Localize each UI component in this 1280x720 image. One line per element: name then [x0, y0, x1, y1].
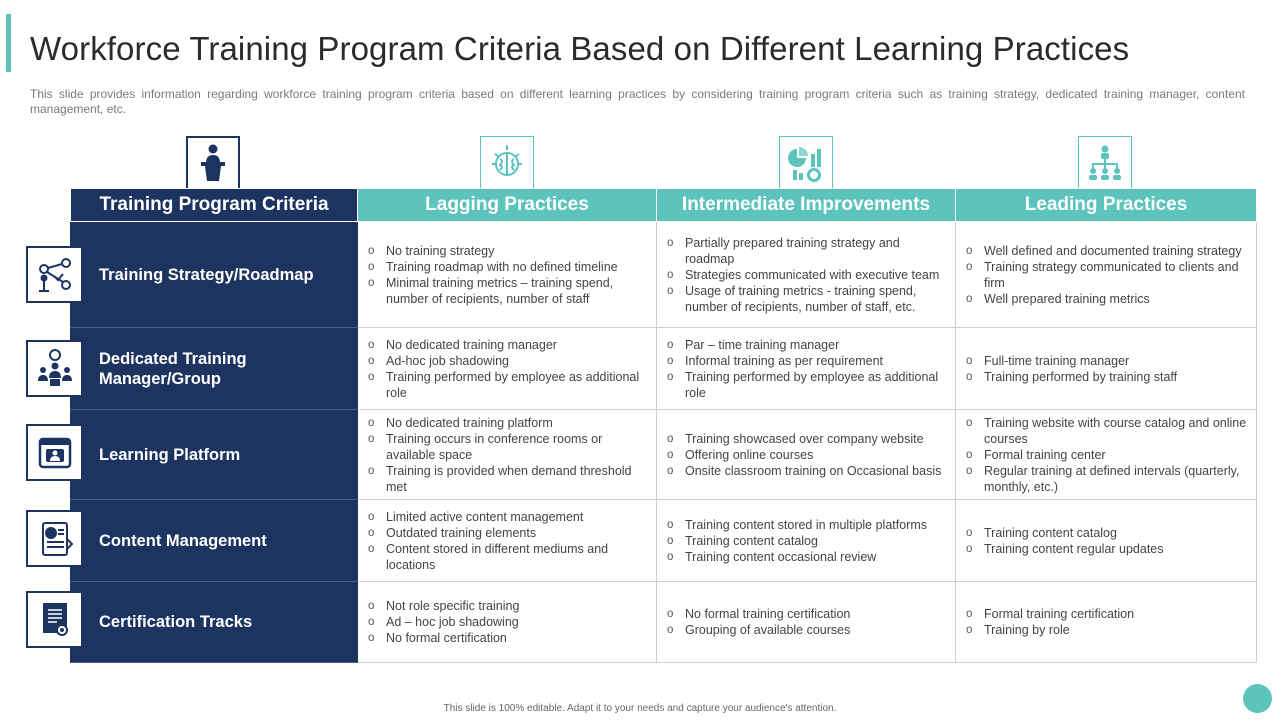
list-item: o Training website with course catalog and online courses — [966, 415, 1248, 447]
table-row — [71, 222, 1257, 328]
list-item: o No dedicated training manager — [368, 337, 648, 353]
lagging-cell — [358, 500, 657, 582]
list-item: o Training content catalog — [667, 533, 947, 549]
corner-decoration — [1243, 684, 1272, 713]
list-item: o Well defined and documented training strategy — [966, 243, 1248, 259]
list-item: o No training strategy — [368, 243, 648, 259]
list-item: o Full-time training manager — [966, 353, 1248, 369]
list-item: o Training occurs in conference rooms or available space — [368, 431, 648, 463]
leading-cell — [956, 328, 1257, 410]
lagging-cell — [358, 582, 657, 663]
list-item: o Ad-hoc job shadowing — [368, 353, 648, 369]
column-header-criteria: Training Program Criteria — [71, 189, 358, 222]
list-item: o Ad – hoc job shadowing — [368, 614, 648, 630]
page-title: Workforce Training Program Criteria Based on Different Learning Practices — [30, 30, 1130, 67]
list-item: o Grouping of available courses — [667, 622, 947, 638]
list-item: o Training showcased over company website — [667, 431, 947, 447]
table-row — [71, 500, 1257, 582]
list-item: o Formal training center — [966, 447, 1248, 463]
criteria-label: Dedicated Training Manager/Group — [71, 328, 358, 410]
list-item: o Content stored in different mediums and locations — [368, 541, 648, 573]
list-item: o Training by role — [966, 622, 1248, 638]
criteria-label: Certification Tracks — [71, 582, 358, 663]
list-item: o Strategies communicated with executive team — [667, 267, 947, 283]
list-item: o Training content regular updates — [966, 541, 1248, 557]
column-header-leading: Leading Practices — [956, 189, 1257, 222]
list-item: o Training roadmap with no defined timeline — [368, 259, 648, 275]
list-item: o Outdated training elements — [368, 525, 648, 541]
list-item: o Usage of training metrics - training spend, number of recipients, number of staff, etc. — [667, 283, 947, 315]
leading-cell — [956, 500, 1257, 582]
leading-cell — [956, 410, 1257, 500]
list-item: o Offering online courses — [667, 447, 947, 463]
list-item: o No dedicated training platform — [368, 415, 648, 431]
list-item: o Minimal training metrics – training spend, number of recipients, number of staff — [368, 275, 648, 307]
page-subtitle: This slide provides information regarding workforce training program criteria based on different learning practices by considering training program criteria such as training strategy, dedicated training manager, content management, etc. — [30, 87, 1245, 116]
list-item: o Par – time training manager — [667, 337, 947, 353]
footer-note: This slide is 100% editable. Adapt it to your needs and capture your audience's attention. — [443, 703, 837, 714]
list-item: o Training performed by training staff — [966, 369, 1248, 385]
list-item: o Training performed by employee as additional role — [667, 369, 947, 401]
learning-platform-icon — [26, 424, 83, 481]
column-header-lagging: Lagging Practices — [358, 189, 657, 222]
lagging-cell — [358, 410, 657, 500]
lagging-cell — [358, 328, 657, 410]
content-management-icon — [26, 510, 83, 567]
roadmap-icon — [26, 246, 83, 303]
intermediate-cell — [657, 222, 956, 328]
list-item: o Training strategy communicated to clients and firm — [966, 259, 1248, 291]
certificate-icon — [26, 591, 83, 648]
analytics-icon — [779, 136, 833, 190]
list-item: o Partially prepared training strategy and roadmap — [667, 235, 947, 267]
list-item: o No formal training certification — [667, 606, 947, 622]
intermediate-cell — [657, 582, 956, 663]
criteria-table — [70, 188, 1257, 663]
criteria-label: Content Management — [71, 500, 358, 582]
list-item: o Formal training certification — [966, 606, 1248, 622]
list-item: o Regular training at defined intervals (quarterly, monthly, etc.) — [966, 463, 1248, 495]
speaker-podium-icon — [186, 136, 240, 190]
list-item: o Limited active content management — [368, 509, 648, 525]
list-item: o Training content stored in multiple platforms — [667, 517, 947, 533]
list-item: o Training performed by employee as additional role — [368, 369, 648, 401]
lagging-cell — [358, 222, 657, 328]
title-accent-bar — [6, 14, 11, 72]
list-item: o Well prepared training metrics — [966, 291, 1248, 307]
brain-icon — [480, 136, 534, 190]
list-item: o Onsite classroom training on Occasional basis — [667, 463, 947, 479]
list-item: o Training content occasional review — [667, 549, 947, 565]
org-chart-icon — [1078, 136, 1132, 190]
list-item: o Training content catalog — [966, 525, 1248, 541]
table-row — [71, 410, 1257, 500]
leading-cell — [956, 582, 1257, 663]
table-row — [71, 582, 1257, 663]
table-header-row — [71, 189, 1257, 222]
intermediate-cell — [657, 500, 956, 582]
intermediate-cell — [657, 328, 956, 410]
criteria-label: Learning Platform — [71, 410, 358, 500]
list-item: o Training is provided when demand threshold met — [368, 463, 648, 495]
intermediate-cell — [657, 410, 956, 500]
leading-cell — [956, 222, 1257, 328]
criteria-label: Training Strategy/Roadmap — [71, 222, 358, 328]
list-item: o No formal certification — [368, 630, 648, 646]
list-item: o Not role specific training — [368, 598, 648, 614]
column-header-intermediate: Intermediate Improvements — [657, 189, 956, 222]
list-item: o Informal training as per requirement — [667, 353, 947, 369]
table-row — [71, 328, 1257, 410]
manager-group-icon — [26, 340, 83, 397]
